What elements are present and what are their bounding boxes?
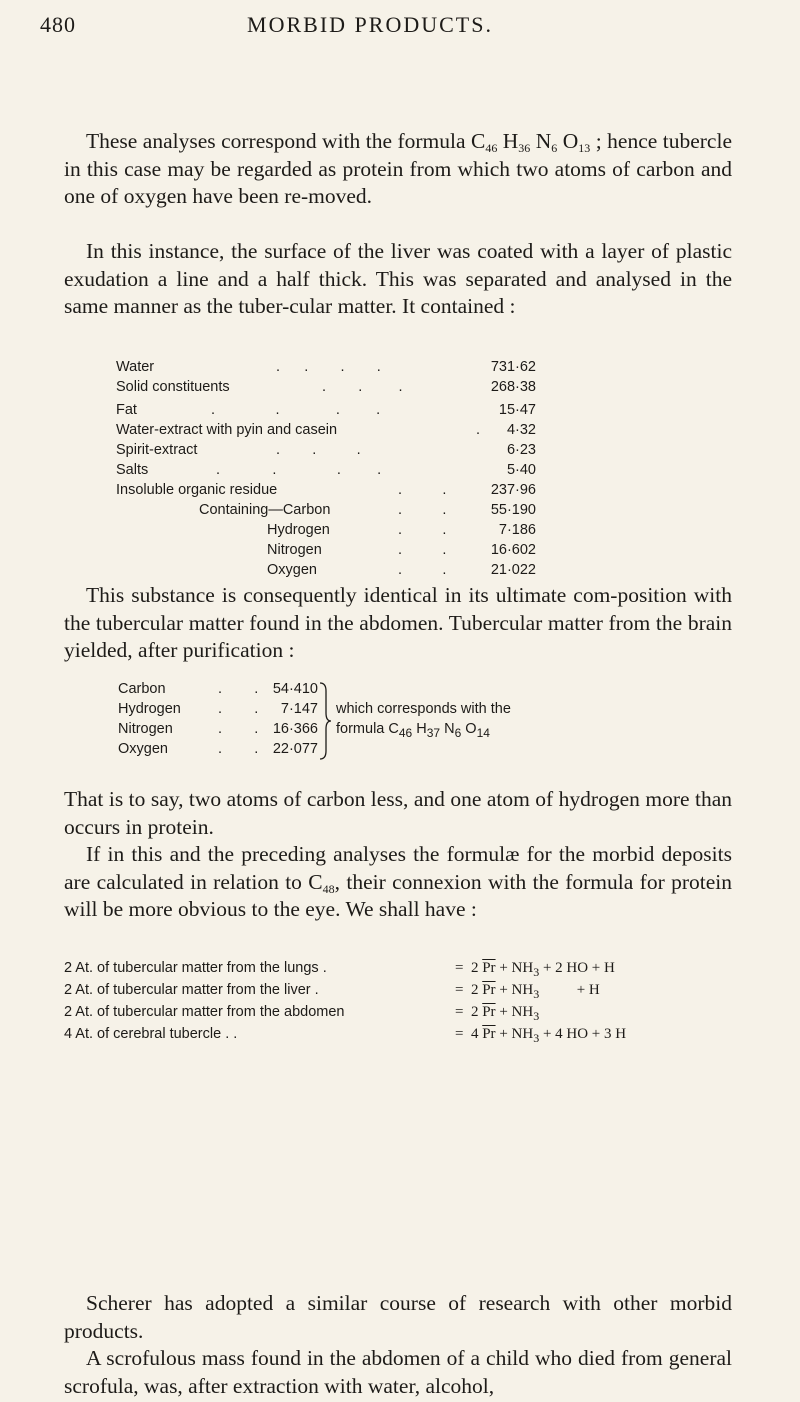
page-header (40, 12, 760, 46)
table-row: Hydrogen . . 7·186 (267, 522, 536, 538)
table-row: Salts . . . . 5·40 (116, 462, 536, 478)
table-row: Insoluble organic residue . . 237·96 (116, 482, 536, 498)
paragraph-intro (64, 128, 732, 211)
summary-text: That is to say, two atoms of carbon less, and one atom of hydrogen more than occurs in protein. (64, 787, 732, 839)
equation-row: 4 At. of cerebral tubercle . . = 4 $\overline{Pr} + NH_3 + 4$ HO + 3 H (64, 1026, 627, 1045)
scherer-text: Scherer has adopted a similar course of research with other morbid products. (64, 1291, 732, 1343)
paragraph-summary (64, 786, 732, 841)
equation-row: 2 At. of tubercular matter from the lungs . = 2 $\overline{Pr} + NH_3 + 2$ HO + H (64, 960, 615, 979)
table-row: Nitrogen . . 16·602 (267, 542, 536, 558)
table-row: Oxygen . . 22·077 (118, 741, 318, 757)
equation-row: 2 At. of tubercular matter from the abdomen = 2 $\overline{Pr} + NH_3$ (64, 1004, 540, 1023)
table-row: Containing—Carbon . . 55·190 (199, 502, 536, 518)
table-row: Oxygen . . 21·022 (267, 562, 536, 578)
running-head: MORBID PRODUCTS. (247, 12, 493, 37)
table-row: Spirit-extract . . . 6·23 (116, 442, 536, 458)
brain-text: This substance is consequently identical in its ultimate com-position with the tubercular matter found in the abdomen. Tubercular matter from the brain yielded, after purification : (64, 583, 732, 662)
table-row: Nitrogen . . 16·366 (118, 721, 318, 737)
intro-text: These analyses correspond with the formula $C_{46}$ $H_{36}$ $N_6$ $O_{13}$ ; hence tubercle in this case may be regarded as protein from which two atoms of carbon and one of oxygen have been re-moved. (64, 129, 732, 208)
table-row: Hydrogen . . 7·147 (118, 701, 318, 717)
brain-analysis-table (118, 679, 318, 759)
scrofulous-text: A scrofulous mass found in the abdomen of a child who died from general scrofula, was, after extraction with water, alcohol, (64, 1346, 732, 1398)
equations-table (64, 957, 732, 1045)
equation-row: 2 At. of tubercular matter from the liver . = 2 $\overline{Pr} + NH_3$ + H (64, 982, 600, 1001)
paragraph-liver (64, 238, 732, 321)
paragraph-formulae (64, 841, 732, 924)
liver-text: In this instance, the surface of the liver was coated with a layer of plastic exudation a line and a half thick. This was separated and analysed in the same manner as the tuber-cular matter. It contained : (64, 239, 732, 318)
table-row: Water . . . . 731·62 (116, 359, 536, 375)
table-row: Solid constituents . . . 268·38 (116, 379, 536, 395)
paragraph-brain (64, 582, 732, 665)
table-row: Carbon . . 54·410 (118, 681, 318, 697)
paragraph-scrofulous (64, 1345, 732, 1400)
curly-brace-icon (318, 681, 332, 761)
table-row: Water-extract with pyin and casein . 4·32 (116, 422, 536, 438)
paragraph-scherer (64, 1290, 732, 1345)
brace-note-line1: which corresponds with the (336, 701, 511, 717)
page-number: 480 (40, 12, 76, 37)
brace-note-formula: formula $C_{46}$ $H_{37}$ $N_6$ $O_{14}$ (336, 721, 490, 740)
table-row: Fat . . . . 15·47 (116, 402, 536, 418)
formulae-text: If in this and the preceding analyses the formulæ for the morbid deposits are calculated in relation to $C_{48}$, their connexion with the formula for protein will be more obvious to the eye. We shall have : (64, 842, 732, 921)
liver-analysis-table (116, 357, 536, 580)
